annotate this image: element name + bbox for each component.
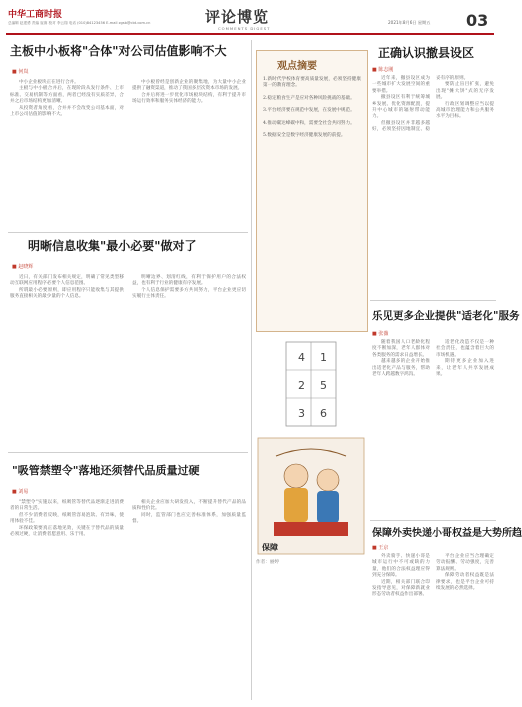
masthead (0, 0, 500, 34)
article-byline: ■ 王京 (372, 545, 389, 551)
newspaper-logo: 中华工商时报 (8, 10, 63, 20)
divider (370, 520, 496, 521)
article-byline: ■ 张薇 (372, 331, 389, 337)
divider (8, 452, 248, 453)
viewpoint-list (263, 77, 361, 325)
figure-number: 2 (298, 379, 305, 392)
article-body: 近日，有关部门发布相关规定，明确了常见类型移动互联网应用程序必要个人信息范围。 所谓最小必要原则，即应用程序只能收集与其提供服务直接相关的最少量的个人信息。 明晰边界、划清红线，有利于保护用户的合法权益，也有利于行业的健康有序发展。 个人信息保护需要多方共同努力，平台企业更应切实履行主体责任。 (10, 275, 246, 300)
article-byline: ■ 陈志刚 (372, 67, 394, 73)
article-headline: 乐见更多企业提供"适老化"服务 (372, 310, 520, 322)
article-body: 外卖骑手、快递小哥是城市运行中不可或缺的力量，他们的合法权益理应得到充分保障。 近期，相关部门联合印发指导意见，对保障新就业形态劳动者权益作出部署。 平台企业应当合理确定劳动报酬、劳动强度，完善算法规则。 保障劳动者权益既是法律要求，也是平台企业可持续发展的必然选择。 (372, 554, 494, 598)
figure-number: 5 (320, 379, 327, 392)
viewpoint-item: 1.新时代学校体育要高质量发展，必须坚持健康第一的教育理念。 (263, 77, 361, 89)
article-body: 随着我国人口老龄化程度不断加深，老年人群体对各类服务的需求日益增长。 越来越多的企业开始推出适老化产品与服务，帮助老年人跨越数字鸿沟。 适老化改造不仅是一种社会责任，也蕴含着巨大的市场机遇。 期待更多企业加入进来，让老年人共享发展成果。 (372, 340, 494, 378)
figure-number: 1 (320, 351, 327, 364)
article-byline: ■ 赵晓辉 (12, 264, 34, 270)
article-byline: ■ 刘易 (12, 489, 29, 495)
figure-number: 4 (298, 351, 305, 364)
number-figure-graphic (256, 340, 366, 428)
article-headline: 主板中小板将"合体"对公司估值影响不大 (10, 44, 227, 58)
article-body: 近年来，撤县设区成为一些城市扩大发展空间的重要举措。 撤县设区有利于统筹城乡发展、优化资源配置，提升中心城市的辐射带动能力。 但撤县设区并非越多越好，必须坚持因地制宜、稳妥有序的原则。 要防止盲目扩张，避免出现"摊大饼"式的无序发展。 行政区划调整应当以提高城市治理能力和公共服务水平为目标。 (372, 76, 494, 133)
number-figure (256, 340, 366, 428)
viewpoint-item: 3.平台经济要在规范中发展，在发展中规范。 (263, 108, 355, 114)
figure-number: 6 (320, 407, 327, 420)
masthead-rule (6, 33, 494, 35)
article-headline: "吸管禁塑令"落地还须替代品质量过硬 (12, 464, 200, 477)
article-headline: 保障外卖快递小哥权益是大势所趋 (372, 528, 522, 539)
viewpoint-title: 观点摘要 (277, 61, 317, 72)
cartoon-caption: 作者：丽婷 (256, 560, 279, 565)
cartoon-illustration (256, 436, 366, 556)
figure-number: 3 (298, 407, 305, 420)
article-body: "禁塑令"实施以来，纸吸管等替代品逐渐走进消费者的日常生活。 但不少消费者反映，纸吸管容易泡软、有异味，使用体验不佳。 环保政策要真正落地见效，关键在于替代品的质量必须过硬，让消费者愿意用、乐于用。 相关企业应加大研发投入，不断提升替代产品的品质和性价比。 同时，监管部门也应完善标准体系，加强质量监督。 (10, 500, 246, 538)
article-body: 中小企业板块正在进行合并。 主板与中小板合并后，在现阶段从发行条件、上市标准、交易机制等方面看，两者已经没有实质差异，合并之后市场结构更加清晰。 从投资者角度看，合并并不会改变公司基本面，对上市公司估值的影响不大。 中小板曾经是创新企业的聚集地，为大量中小企业提供了融资渠道，推动了我国多层次资本市场的发展。 合并后将进一步优化市场板块结构，有利于提升市场运行效率和服务实体经济的能力。 (10, 80, 246, 118)
viewpoint-item: 2.稳定粮食生产是应对各种风险挑战的基础。 (263, 95, 355, 101)
section-subtitle: COMMENTS DIGEST (218, 26, 271, 31)
viewpoint-item: 4.推动碳达峰碳中和，需要全社会共同努力。 (263, 120, 355, 126)
viewpoint-box (256, 50, 368, 332)
viewpoint-item: 5.数据安全是数字经济健康发展的前提。 (263, 133, 346, 139)
article-byline: ■ 何岚 (12, 69, 29, 75)
section-title: 评论博览 (205, 8, 270, 26)
masthead-info: 总编辑 赵建勇 责编 崔赛 校对 李云翔 电话 (010)84123456 E-mail zgsb@cbt.com.cn (8, 21, 151, 25)
page-number: 03 (466, 11, 489, 30)
column-separator (251, 40, 252, 700)
divider (8, 232, 248, 233)
article-headline: 正确认识撤县设区 (378, 46, 475, 60)
cartoon (256, 436, 366, 556)
divider (370, 300, 496, 301)
cartoon-title: 保障 (262, 543, 278, 552)
issue-date: 2021年8月6日 星期五 (388, 20, 431, 25)
article-headline: 明晰信息收集"最小必要"做对了 (28, 239, 197, 253)
